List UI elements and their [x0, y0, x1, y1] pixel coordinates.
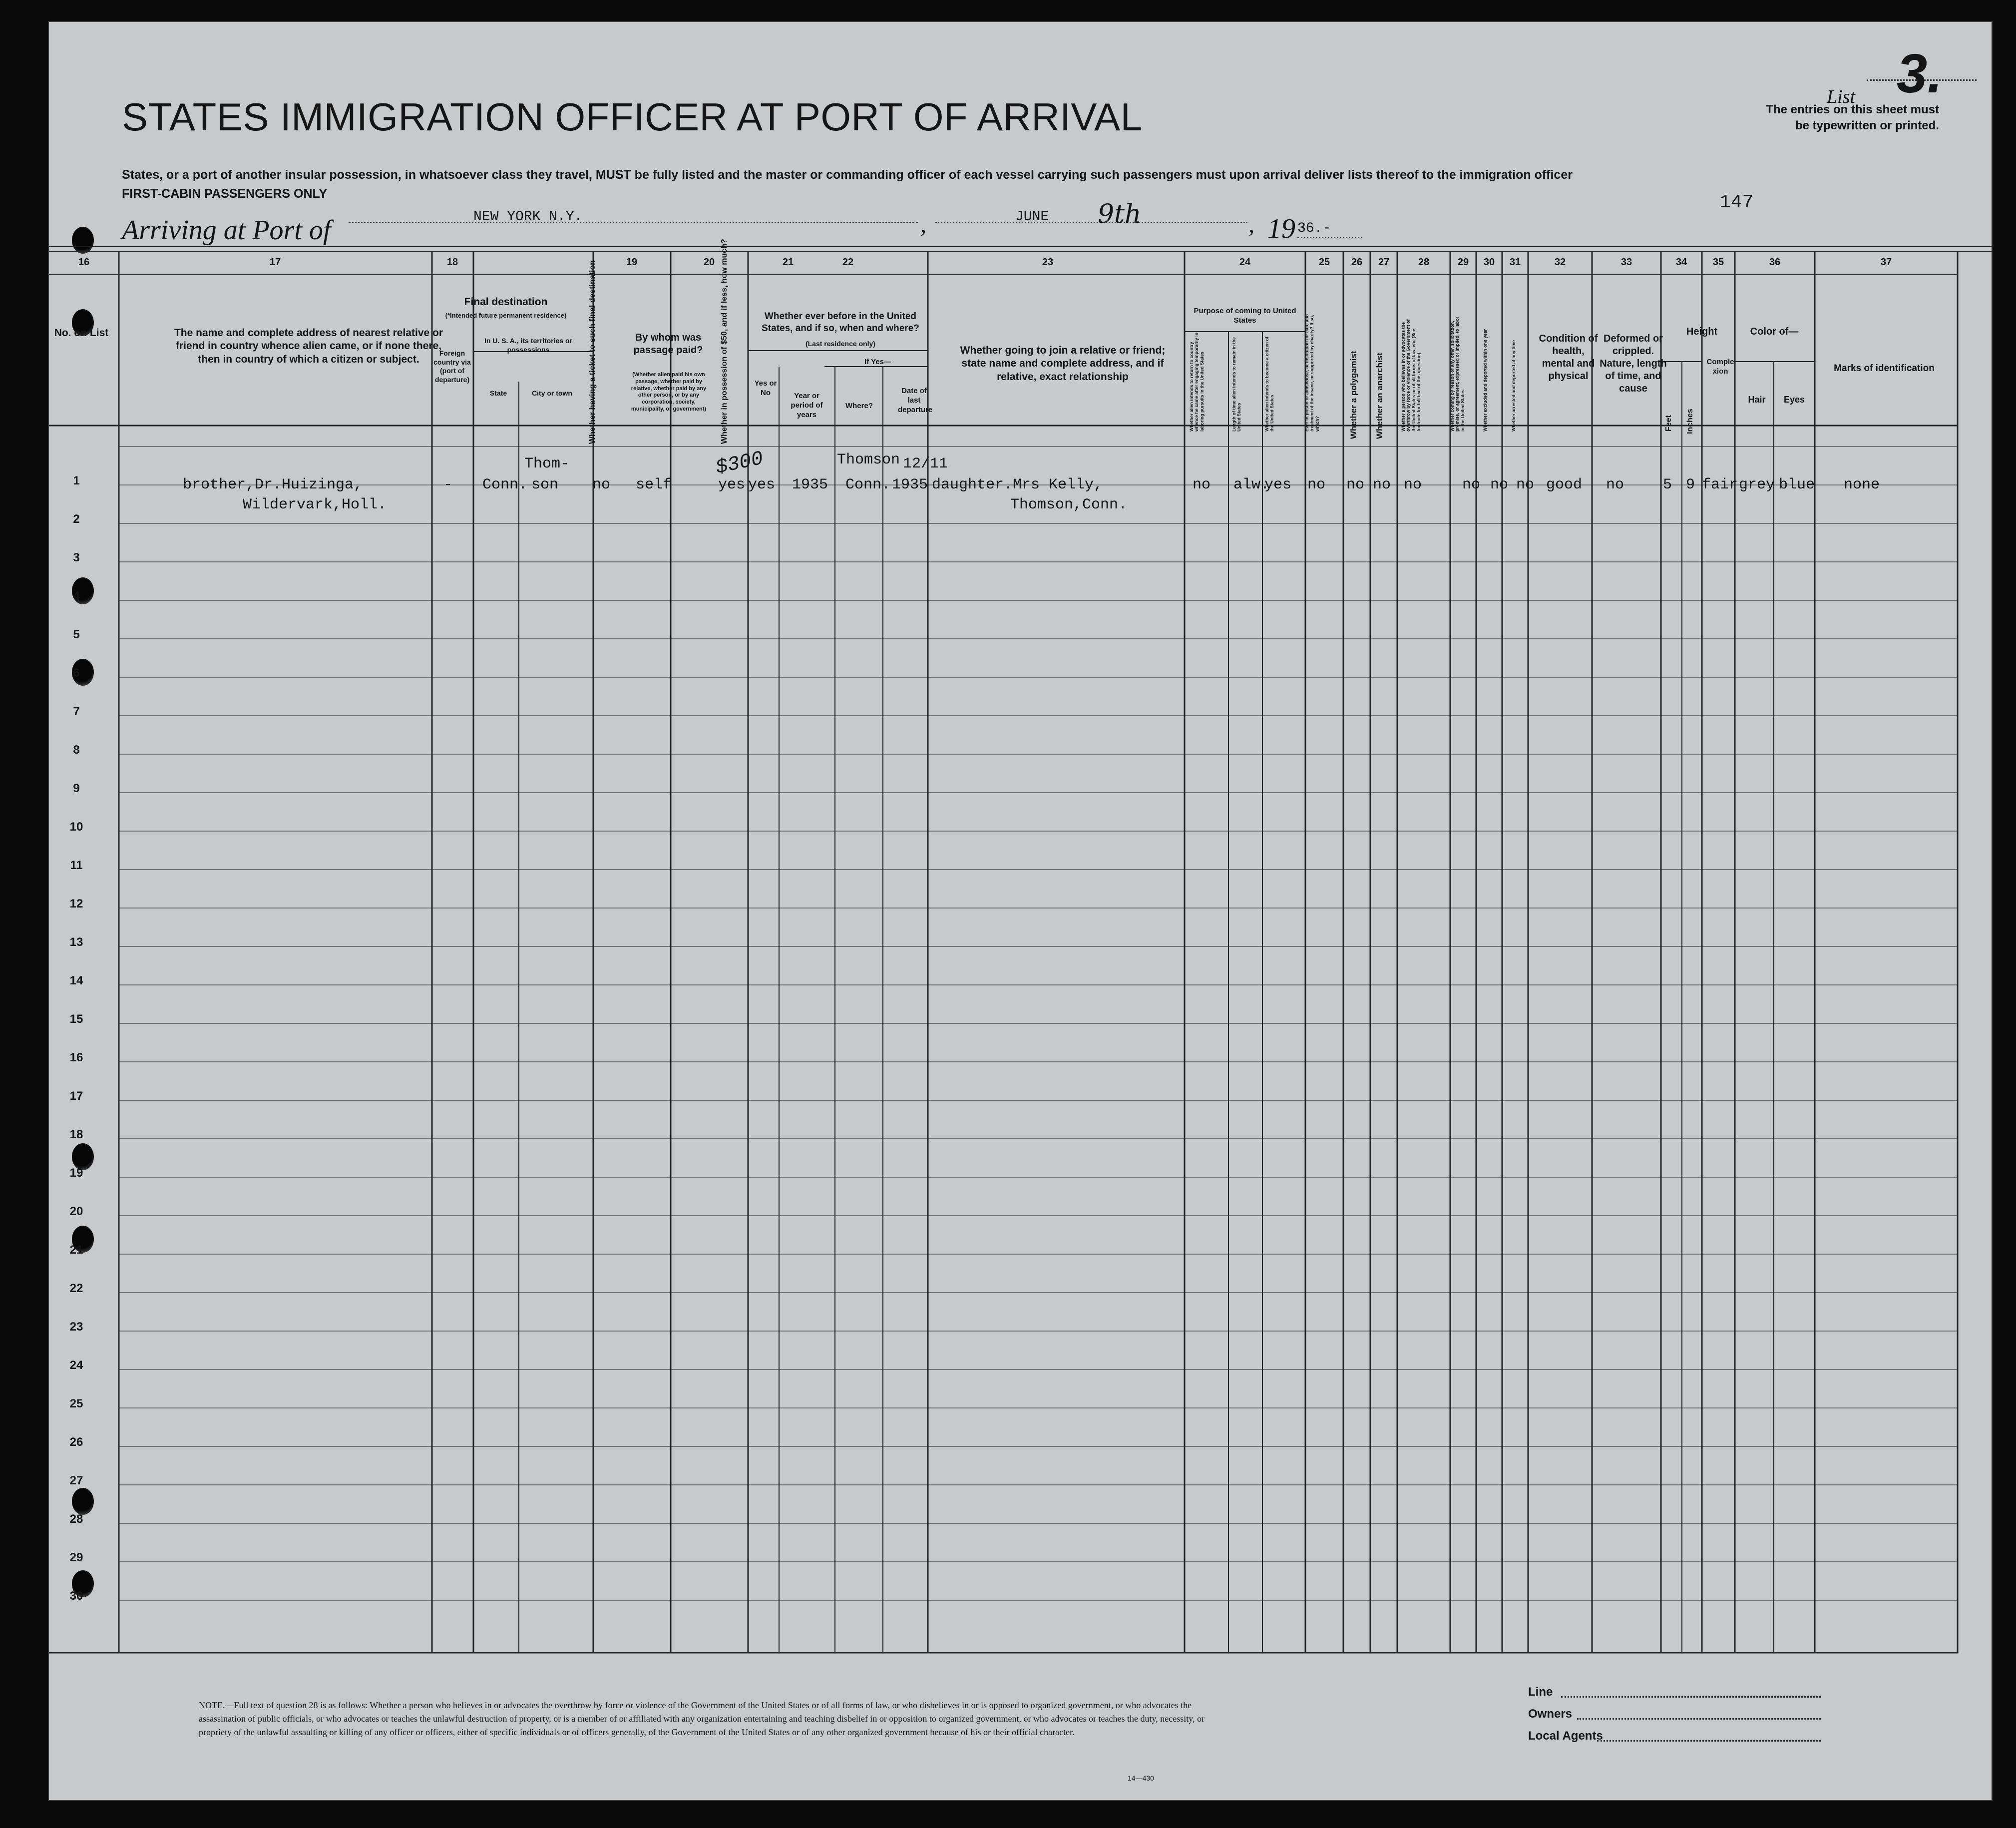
column-number: 22: [842, 257, 854, 268]
port-value: NEW YORK N.Y.: [473, 209, 583, 225]
row-number: 5: [73, 628, 80, 641]
col18-note: (*Intended future permanent residence): [445, 312, 567, 319]
row-number: 22: [69, 1282, 83, 1295]
entry-anarchist: no: [1373, 476, 1391, 493]
arriving-label: Arriving at Port of: [122, 215, 331, 246]
agents-label: Local Agents: [1528, 1729, 1603, 1743]
form-title: STATES IMMIGRATION OFFICER AT PORT OF ARRIVAL: [122, 95, 1143, 139]
comma: ,: [1248, 211, 1254, 238]
entry-money-amount: $300: [714, 448, 766, 480]
entry-foreign-via: -: [443, 476, 453, 493]
row-number: 17: [69, 1089, 83, 1103]
col22-ifyes: If Yes—: [864, 358, 891, 366]
entry-marks: none: [1844, 476, 1880, 493]
col16-header: No. on List: [54, 327, 109, 339]
col24a-header: Whether alien intends to return to country whence he came after engaging temporarily in laboring pursuits in the United States: [1189, 332, 1205, 432]
row-number: 11: [70, 859, 83, 872]
entry-relative-line2: Wildervark,Holl.: [243, 496, 387, 513]
row-number: 20: [69, 1205, 83, 1218]
column-number: 17: [269, 257, 281, 268]
row-number: 25: [69, 1397, 83, 1410]
col31-header: Whether arrested and deported at any time: [1511, 340, 1516, 432]
row-number: 24: [69, 1359, 83, 1372]
year-suffix: 36.-: [1297, 221, 1331, 236]
entry-complexion: fair: [1702, 476, 1738, 493]
row-number: 29: [69, 1551, 83, 1564]
notice-line-2: be typewritten or printed.: [1795, 119, 1939, 132]
row-number: 3: [73, 551, 80, 564]
list-number: 3.: [1897, 43, 1943, 104]
column-number: 20: [703, 257, 715, 268]
column-number: 16: [78, 257, 90, 268]
column-number: 24: [1239, 257, 1251, 268]
column-number: 23: [1042, 257, 1054, 268]
entry-join-line2: Thomson,Conn.: [1010, 496, 1128, 513]
col34-header: Height: [1686, 326, 1718, 337]
passenger-class: FIRST-CABIN PASSENGERS ONLY: [122, 187, 328, 201]
day-value: 9th: [1098, 199, 1142, 229]
entry-state: Conn.: [482, 476, 528, 493]
column-number: 31: [1509, 257, 1521, 268]
column-number: 36: [1769, 257, 1781, 268]
col33-header: Deformed or crippled. Nature, length of time, and cause: [1600, 333, 1667, 394]
entry-prison: no: [1307, 476, 1326, 493]
col23-header: Whether going to join a relative or friend; state name and complete address, and if relative, exact relationship: [960, 345, 1166, 383]
entry-hair: grey: [1739, 476, 1775, 493]
col20-header: By whom was passage paid?: [633, 332, 703, 356]
col26-header: Whether a polygamist: [1349, 351, 1358, 439]
notice-line-1: The entries on this sheet must: [1766, 103, 1939, 116]
row-number: 6: [73, 666, 80, 680]
entry-last-departure-line2: 1935: [892, 476, 928, 493]
column-number: 21: [782, 257, 794, 268]
entry-return-intent: no: [1193, 476, 1211, 493]
col22-date-header: Date of last departure: [898, 387, 933, 414]
row-number: 21: [69, 1243, 83, 1257]
line-label: Line: [1528, 1685, 1553, 1699]
entry-last-departure-line1: 12/11: [903, 456, 948, 472]
row-number: 15: [69, 1012, 83, 1026]
column-number: 28: [1418, 257, 1430, 268]
entry-city-line2: son: [531, 476, 559, 493]
col27-header: Whether an anarchist: [1375, 353, 1384, 439]
entry-deformed: no: [1606, 476, 1624, 493]
col22-years-header: Year or period of years: [791, 392, 823, 419]
column-number: 29: [1457, 257, 1469, 268]
col28-header: Whether a person who believes in or advocates the overthrow by force or violence of the Government of the United States or of all forms of law, etc. (See footnote for full text of this question): [1401, 319, 1422, 432]
col36-header: Color of—: [1750, 326, 1799, 337]
col22-header: Whether ever before in the United States, and if so, when and where?: [762, 311, 919, 334]
row-number: 9: [73, 782, 80, 795]
question-28-note: NOTE.—Full text of question 28 is as follows: Whether a person who believes in or advocates the overthrow by force or violence of the Government of the United States or of all forms of law, or who disbelieves in or is opposed to organized government, or who advocates the assassination of public officials, or who advocates or teaches the unlawful destruction of property, or is a member of or affiliated with any organization entertaining and teaching disbelief in or opposition to organized government, or who advocates or teaches the duty, necessity, or propriety of the unlawful assaulting or killing of any officer or officers, either of specific individuals or of officers generally, of the Government of the United States or of any other organized government because of his or their official character.: [199, 1700, 1205, 1737]
row-number: 26: [69, 1435, 83, 1449]
column-number: 33: [1620, 257, 1632, 268]
column-number: 34: [1675, 257, 1687, 268]
column-number: 35: [1712, 257, 1724, 268]
entry-polygamist: no: [1346, 476, 1365, 493]
agents-field: [1597, 1740, 1821, 1742]
row-number: 12: [69, 897, 83, 911]
entry-relative-line1: brother,Dr.Huizinga,: [183, 476, 363, 493]
row-number: 8: [73, 743, 80, 757]
row-number: 4: [73, 589, 80, 603]
row-number: 7: [73, 705, 80, 718]
row-number: 30: [69, 1589, 83, 1603]
column-number: 32: [1554, 257, 1566, 268]
row-number: 13: [69, 935, 83, 949]
col18-state-header: State: [489, 389, 507, 397]
col24b-header: Length of time alien intends to remain in the United States: [1231, 337, 1242, 432]
entry-q29: no: [1462, 476, 1481, 493]
entry-inches: 9: [1686, 476, 1695, 493]
entry-before-years: 1935: [792, 476, 828, 493]
entry-before-yes: yes: [748, 476, 776, 493]
entry-eyes: blue: [1779, 476, 1815, 493]
month-value: JUNE: [1015, 209, 1049, 225]
year-prefix: 19: [1267, 213, 1295, 244]
row-number: 1: [73, 474, 80, 487]
col34-inches-header: Inches: [1686, 409, 1694, 434]
col20-note: (Whether alien paid his own passage, whether paid by relative, whether paid by any other person, or by any corporation, society, municipality, or government): [631, 372, 707, 412]
entry-q31: no: [1516, 476, 1535, 493]
form-subtitle: States, or a port of another insular possession, in whatsoever class they travel, MUST be fully listed and the master or commanding officer of each vessel carrying such passengers must upon arrival deliver lists thereof to the immigration officer: [122, 168, 1573, 182]
col21-header: Whether in possession of $50, and if less, how much?: [720, 239, 729, 444]
entry-before-where-line1: Thomson: [837, 452, 900, 468]
manifest-sheet: [48, 21, 1993, 1801]
row-number: 2: [73, 512, 80, 526]
col18-usa-header: In U. S. A., its territories or possessions: [484, 337, 573, 354]
row-number: 10: [69, 820, 83, 834]
row-number: 14: [69, 974, 83, 987]
col18-header: Final destination: [464, 296, 548, 308]
entry-money: yes: [718, 476, 746, 493]
entry-join-line1: daughter.Mrs Kelly,: [932, 476, 1103, 493]
entry-q28: no: [1404, 476, 1422, 493]
entry-ticket: no: [592, 476, 611, 493]
col34-feet-header: Feet: [1664, 415, 1673, 432]
column-number: 27: [1378, 257, 1390, 268]
col22-where-header: Where?: [845, 402, 873, 410]
form-number: 14—430: [1128, 1774, 1154, 1782]
row-number: 23: [69, 1320, 83, 1334]
table-grid: [49, 22, 1992, 1800]
entry-length-stay: alw.: [1233, 476, 1270, 493]
row-number: 19: [69, 1166, 83, 1180]
row-number: 16: [69, 1051, 83, 1064]
entry-city-line1: Thom-: [524, 456, 570, 472]
entry-health: good: [1546, 476, 1583, 493]
col36-hair-header: Hair: [1748, 395, 1766, 405]
entry-before-where-line2: Conn.: [845, 476, 891, 493]
col32-header: Condition of health, mental and physical: [1539, 333, 1598, 382]
row-number: 27: [69, 1474, 83, 1487]
entry-q30: no: [1490, 476, 1509, 493]
column-number: 18: [446, 257, 458, 268]
col22-yesno-header: Yes or No: [754, 379, 777, 397]
column-number: 37: [1880, 257, 1892, 268]
row-number: 28: [69, 1512, 83, 1526]
col19-header: Whether having a ticket to such final destination: [588, 260, 597, 444]
col18-foreign-header: Foreign country via (port of departure): [433, 349, 471, 384]
owners-label: Owners: [1528, 1707, 1573, 1721]
line-field: [1561, 1696, 1821, 1698]
col30-header: Whether excluded and deported within one year: [1483, 329, 1488, 432]
comma: ,: [920, 211, 926, 238]
column-number: 30: [1483, 257, 1495, 268]
col18-city-header: City or town: [532, 389, 572, 397]
list-label: List: [1827, 86, 1856, 107]
col25-header: Ever in prison or almshouse, or institution for care and treatment of the insane, or supported by charity? If so, which?: [1304, 314, 1320, 432]
col29-header: Whether coming by reason of any offer, solicitation, promise, or agreement, expressed or implied, to labor in the United States: [1450, 316, 1465, 432]
column-number: 25: [1318, 257, 1330, 268]
column-number: 19: [626, 257, 638, 268]
row-number: 18: [69, 1128, 83, 1141]
col35-header: Complexion: [1706, 358, 1734, 376]
serial-number: 147: [1719, 192, 1754, 213]
owners-field: [1577, 1718, 1821, 1720]
col22-note: (Last residence only): [805, 340, 876, 348]
entry-feet: 5: [1663, 476, 1672, 493]
col36-eyes-header: Eyes: [1783, 395, 1805, 405]
col24-header: Purpose of coming to United States: [1194, 307, 1296, 325]
col17-header: The name and complete address of nearest relative or friend in country whence alien came, or if none there, then in country of which a citizen or subject.: [174, 327, 443, 365]
entry-citizen-intent: yes: [1264, 476, 1292, 493]
col24c-header: Whether alien intends to become a citizen of the United States: [1264, 336, 1275, 432]
entry-paid-by: self: [636, 476, 672, 493]
column-number: 26: [1351, 257, 1363, 268]
col37-header: Marks of identification: [1834, 363, 1935, 374]
